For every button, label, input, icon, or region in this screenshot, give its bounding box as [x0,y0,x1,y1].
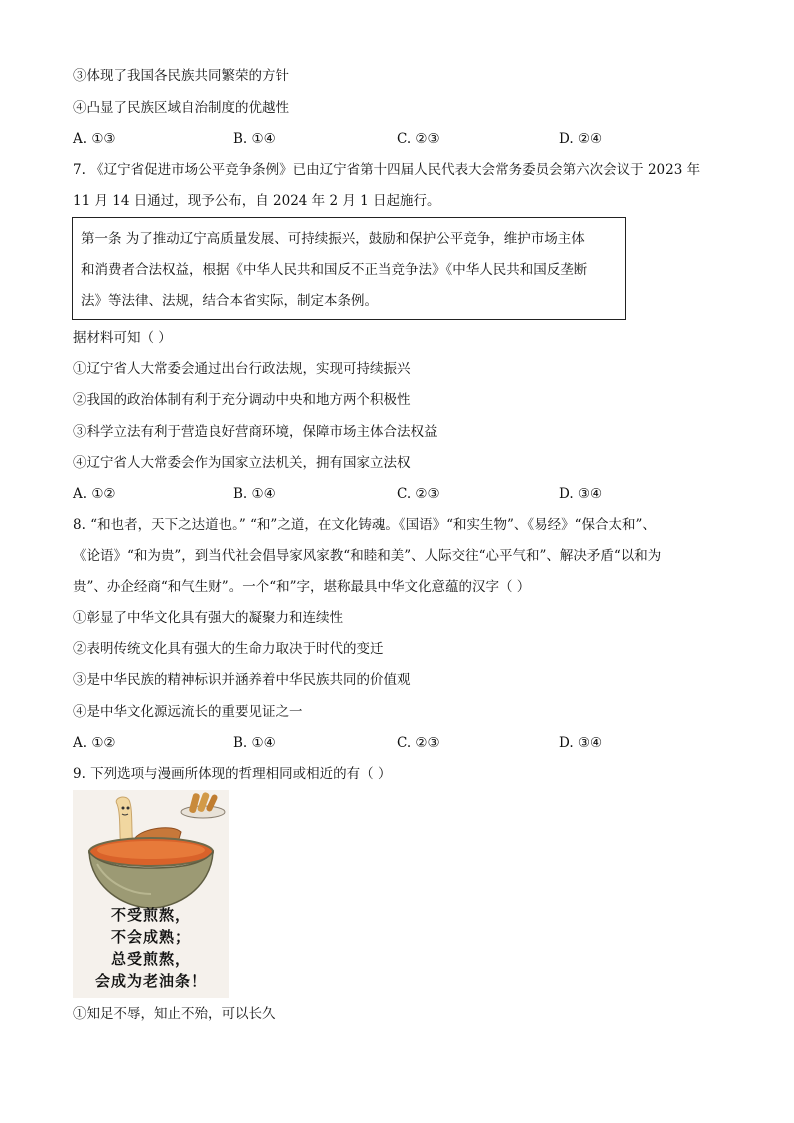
question-7-stem: 11 月 14 日通过，现予公布，自 2024 年 2 月 1 日起施行。 [73,193,441,209]
statement: ④凸显了民族区域自治制度的优越性 [73,100,289,116]
fried-dough-bowl-icon [73,790,229,920]
option-a: A. ①② [73,735,116,751]
answer-options [73,484,713,504]
question-7-stem: 7. 《辽宁省促进市场公平竞争条例》已由辽宁省第十四届人民代表大会常务委员会第六次会议于 2023 年 [73,162,701,178]
material-box [72,217,626,320]
option-b: B. ①④ [233,131,276,147]
statement: ③科学立法有利于营造良好营商环境，保障市场主体合法权益 [73,424,438,440]
statement: ④辽宁省人大常委会作为国家立法机关，拥有国家立法权 [73,455,411,471]
statement: ①彰显了中华文化具有强大的凝聚力和连续性 [73,610,343,626]
comic-caption-line: 不受煎熬， [110,906,191,924]
comic-caption-line: 会成为老油条！ [94,972,207,990]
answer-options [73,129,713,149]
statement: ③是中华民族的精神标识并涵养着中华民族共同的价值观 [73,672,411,688]
statement: ③体现了我国各民族共同繁荣的方针 [73,68,289,84]
statement: ①知足不辱，知止不殆，可以长久 [73,1006,276,1022]
statement: ②我国的政治体制有利于充分调动中央和地方两个积极性 [73,392,411,408]
comic-caption-line: 总受煎熬， [110,950,191,968]
statement: ①辽宁省人大常委会通过出台行政法规，实现可持续振兴 [73,361,411,377]
question-8-stem: 《论语》“和为贵”，到当代社会倡导家风家教“和睦和美”、人际交往“心平气和”、解决矛盾“以和为 [73,548,662,564]
comic-illustration [73,790,229,998]
material-line: 法》等法律、法规，结合本省实际，制定本条例。 [81,293,378,309]
comic-caption-line: 不会成熟； [110,928,191,946]
material-line: 和消费者合法权益，根据《中华人民共和国反不正当竞争法》《中华人民共和国反垄断 [81,262,588,278]
question-8-stem: 贵”、办企经商“和气生财”。一个“和”字，堪称最具中华文化意蕴的汉字（ ） [73,579,531,595]
option-a: A. ①② [73,486,116,502]
question-7-prompt: 据材料可知（ ） [73,330,172,346]
option-b: B. ①④ [233,486,276,502]
option-d: D. ③④ [559,486,603,502]
statement: ④是中华文化源远流长的重要见证之一 [73,704,303,720]
option-d: D. ②④ [559,131,603,147]
option-c: C. ②③ [397,131,440,147]
question-8-stem: 8. “和也者，天下之达道也。” “和”之道，在文化铸魂。《国语》“和实生物”、《易经》“保合太和”、 [73,517,656,533]
option-a: A. ①③ [73,131,116,147]
option-d: D. ③④ [559,735,603,751]
option-b: B. ①④ [233,735,276,751]
option-c: C. ②③ [397,735,440,751]
material-line: 第一条 为了推动辽宁高质量发展、可持续振兴，鼓励和保护公平竞争，维护市场主体 [81,231,585,247]
answer-options [73,733,713,753]
option-c: C. ②③ [397,486,440,502]
statement: ②表明传统文化具有强大的生命力取决于时代的变迁 [73,641,384,657]
question-9-stem: 9. 下列选项与漫画所体现的哲理相同或相近的有（ ） [73,766,392,782]
